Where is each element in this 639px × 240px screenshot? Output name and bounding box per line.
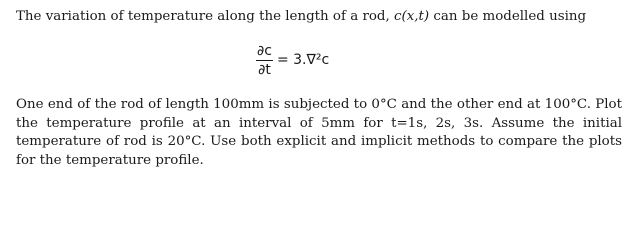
diffusion-equation [256, 40, 329, 80]
equation-right-side: = 3.∇²c [276, 52, 330, 68]
intro-text-before: The variation of temperature along the length of a rod, [16, 9, 394, 24]
partial-derivative-fraction [256, 43, 273, 78]
intro-text-after: can be modelled using [429, 9, 587, 24]
intro-line [16, 8, 586, 26]
rod-variable: c(x,t) [394, 9, 430, 24]
fraction-numerator: ∂c [257, 42, 272, 59]
fraction-bar [256, 60, 273, 61]
fraction-denominator: ∂t [258, 61, 271, 78]
problem-paragraph: One end of the rod of length 100mm is subjected to 0°C and the other end at 100°C. Plot the temperature profile at an interval of 5mm for t=1s, 2s, 3s. Assume the initial temperature of rod is 20°C. Use both explicit and implicit methods to compare the plots for the temperature profile. [16, 97, 622, 168]
